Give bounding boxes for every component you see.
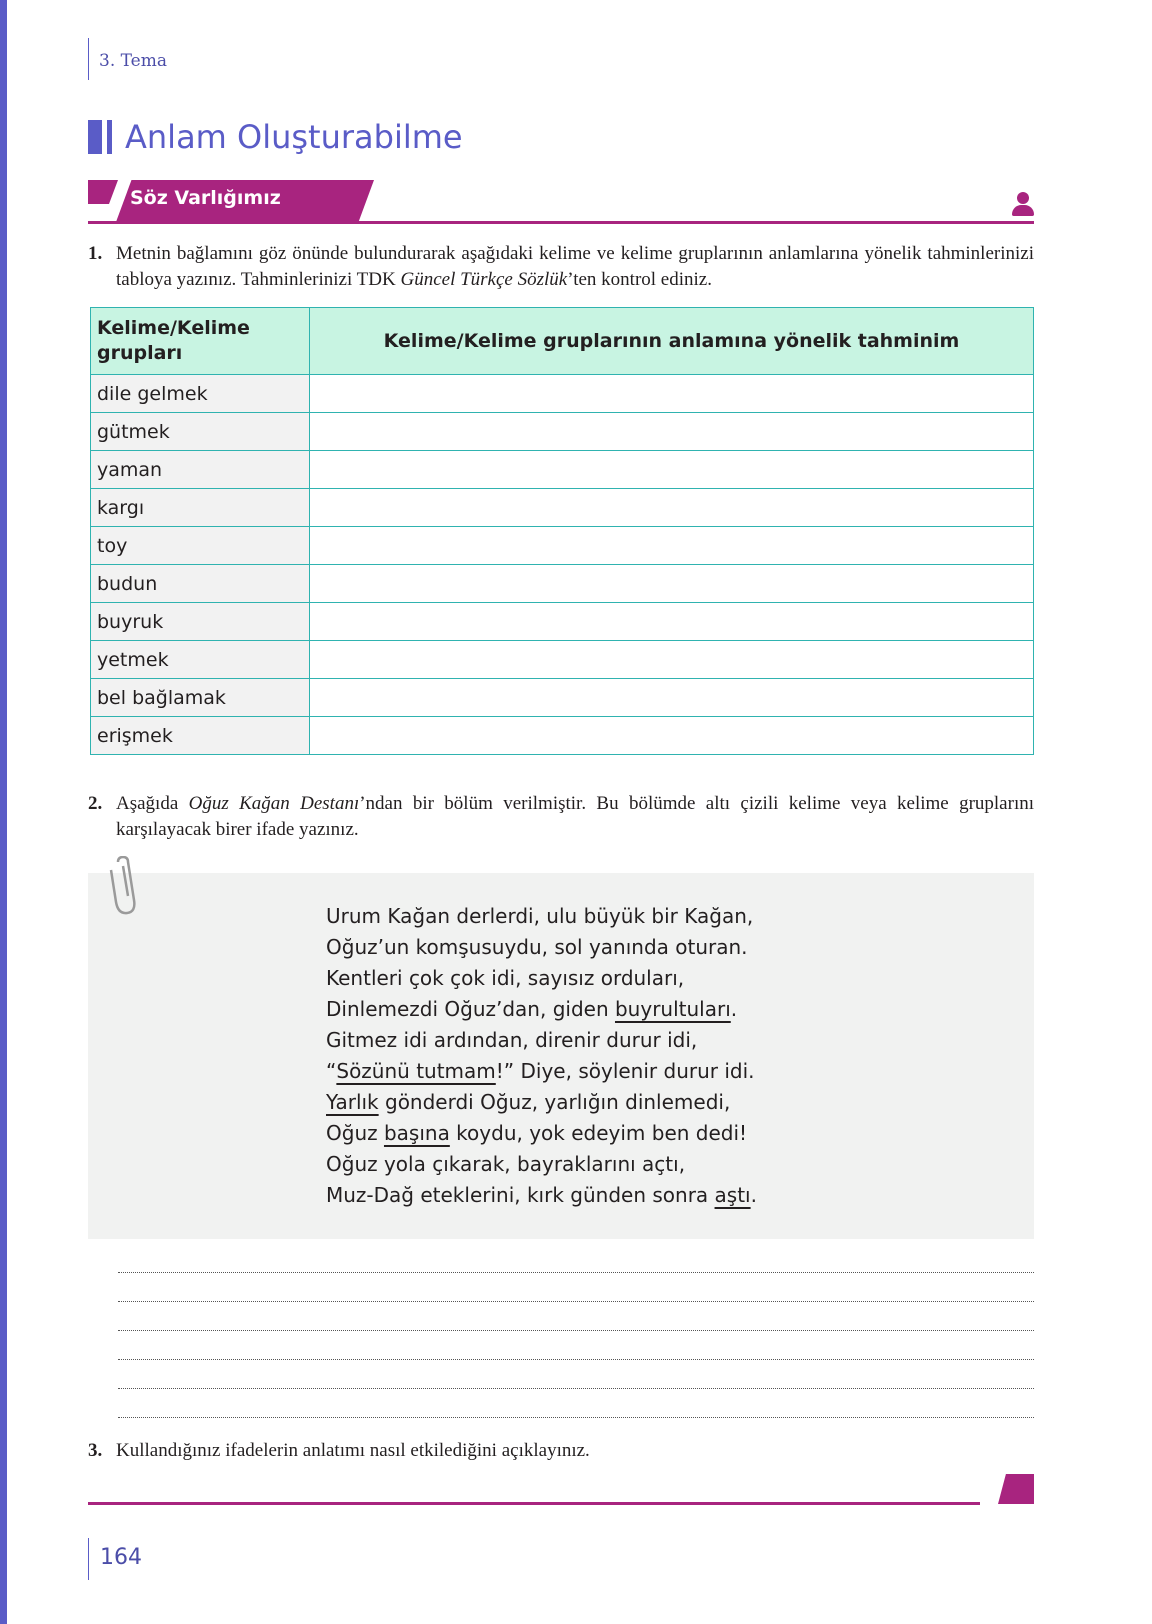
answer-line[interactable] (118, 1272, 1034, 1273)
answer-line[interactable] (118, 1330, 1034, 1331)
answer-cell[interactable] (310, 717, 1034, 755)
table-row (91, 717, 1034, 755)
underlined-word: Yarlık (326, 1090, 379, 1114)
bottom-rule (88, 1502, 980, 1505)
answer-cell[interactable] (310, 565, 1034, 603)
word-cell: bel bağlamak (91, 679, 310, 717)
table-row (91, 679, 1034, 717)
subheading-rule (88, 221, 1034, 224)
answer-cell[interactable] (310, 451, 1034, 489)
poem-line: Kentleri çok çok idi, sayısız orduları, (326, 966, 685, 990)
poem-line: Dinlemezdi Oğuz’dan, giden buyrultuları. (326, 997, 738, 1021)
answer-line[interactable] (118, 1301, 1034, 1302)
word-cell: yaman (91, 451, 310, 489)
answer-cell[interactable] (310, 527, 1034, 565)
word-cell: gütmek (91, 413, 310, 451)
answer-cell[interactable] (310, 489, 1034, 527)
answer-cell[interactable] (310, 679, 1034, 717)
table-header-guess: Kelime/Kelime gruplarının anlamına yönelik tahminim (310, 308, 1034, 375)
person-icon (1012, 192, 1034, 218)
answer-cell[interactable] (310, 641, 1034, 679)
subheading-bar (88, 180, 1034, 224)
question-1 (88, 241, 1034, 293)
word-cell: toy (91, 527, 310, 565)
question-2 (88, 791, 1034, 843)
poem-line: Urum Kağan derlerdi, ulu büyük bir Kağan, (326, 904, 754, 928)
title-marker (88, 120, 102, 154)
answer-cell[interactable] (310, 375, 1034, 413)
section-title (88, 118, 463, 156)
table-header-words: Kelime/Kelime grupları (91, 308, 310, 375)
table-row (91, 489, 1034, 527)
table-row (91, 565, 1034, 603)
vocabulary-table (90, 307, 1034, 755)
table-row (91, 375, 1034, 413)
title-marker-thin (107, 120, 112, 154)
question-number: 1. (88, 243, 103, 264)
word-cell: buyruk (91, 603, 310, 641)
subheading-label: Söz Varlığımız (130, 187, 281, 209)
answer-line[interactable] (118, 1417, 1034, 1418)
underlined-word: Sözünü tutmam (336, 1059, 496, 1083)
paperclip-icon (108, 856, 140, 916)
question-text: Aşağıda Oğuz Kağan Destanı’ndan bir bölüm verilmiştir. Bu bölümde altı çizili kelime veya kelime gruplarını karşılayacak birer ifade yazınız. (116, 793, 1035, 840)
subheading-tab (88, 180, 118, 204)
underlined-word: aştı (714, 1183, 751, 1207)
answer-cell[interactable] (310, 603, 1034, 641)
question-text: Metnin bağlamını göz önünde bulundurarak aşağıdaki kelime ve kelime gruplarının anlamlarına yönelik tahminlerinizi tabloya yazınız. Tahminlerinizi TDK Güncel Türkçe Sözlük’ten kontrol ediniz. (116, 243, 1034, 290)
corner-tab (998, 1474, 1034, 1504)
table-row (91, 451, 1034, 489)
word-cell: yetmek (91, 641, 310, 679)
poem-line: Oğuz başına koydu, yok edeyim ben dedi! (326, 1121, 748, 1145)
poem-line: “Sözünü tutmam!” Diye, söylenir durur idi. (326, 1059, 755, 1083)
question-3 (88, 1438, 1034, 1464)
poem-line: Oğuz yola çıkarak, bayraklarını açtı, (326, 1152, 686, 1176)
question-text: Kullandığınız ifadelerin anlatımı nasıl etkilediğini açıklayınız. (116, 1440, 590, 1461)
poem-text (326, 901, 757, 1211)
poem-line: Oğuz’un komşusuydu, sol yanında oturan. (326, 935, 748, 959)
theme-label: 3. Tema (88, 38, 167, 80)
table-row (91, 603, 1034, 641)
underlined-word: başına (383, 1121, 450, 1145)
table-row (91, 413, 1034, 451)
word-cell: erişmek (91, 717, 310, 755)
underlined-word: buyrultuları (614, 997, 731, 1021)
poem-line: Yarlık gönderdi Oğuz, yarlığın dinlemedi, (326, 1090, 731, 1114)
table-row (91, 527, 1034, 565)
question-number: 3. (88, 1440, 103, 1461)
question-number: 2. (88, 793, 103, 814)
answer-cell[interactable] (310, 413, 1034, 451)
word-cell: kargı (91, 489, 310, 527)
left-edge-bar (0, 0, 7, 1624)
page-number: 164 (88, 1538, 142, 1580)
word-cell: dile gelmek (91, 375, 310, 413)
answer-line[interactable] (118, 1359, 1034, 1360)
word-cell: budun (91, 565, 310, 603)
table-row (91, 641, 1034, 679)
poem-line: Muz-Dağ eteklerini, kırk günden sonra aştı. (326, 1183, 757, 1207)
poem-line: Gitmez idi ardından, direnir durur idi, (326, 1028, 698, 1052)
section-title-text: Anlam Oluşturabilme (125, 118, 463, 156)
answer-line[interactable] (118, 1388, 1034, 1389)
